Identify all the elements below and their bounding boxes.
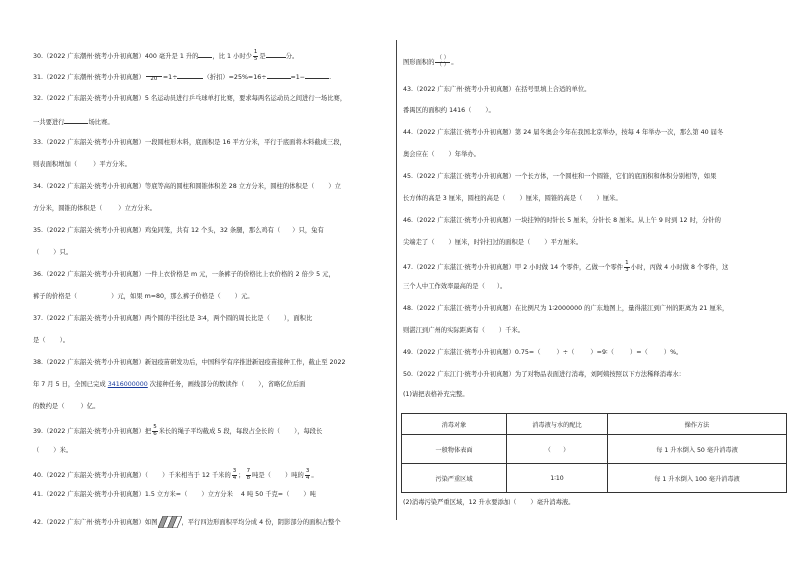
question-46: 46.（2022 广东湛江·统考小升初真题）一块挂钟的时针长 5 厘米，分针长 8 厘米。从上午 9 时到 12 时，分针的 [403, 217, 721, 224]
question-38-line2: 年 7 月 5 日，全国已完成 3416000000 次接种任务，画线部分的数读作（ ），省略亿位后面 [33, 381, 306, 388]
question-37: 37.（2022 广东韶关·统考小升初真题）两个圆的半径比是 3∶4，两个圆的周长比是（ ），面积比 [33, 315, 313, 322]
question-49: 49.（2022 广东湛江·统考小升初真题）0.75=（ ）÷（ ）=9∶（ ）=（ ）%。 [403, 349, 683, 356]
column-divider [396, 40, 397, 520]
question-50-part1: (1)请把表格补充完整。 [403, 391, 469, 398]
question-45: 45.（2022 广东湛江·统考小升初真题）一个长方体，一个圆柱和一个圆锥，它们的底面积和体积分别相等，如果 [403, 173, 717, 180]
fraction: $\frac{7}{8}$ [246, 468, 251, 481]
table-cell-answer[interactable]: （ ） [507, 435, 608, 464]
question-38-line3: 的数约是（ ）亿。 [33, 403, 100, 410]
answer-blank[interactable] [266, 51, 286, 58]
left-column [0, 0, 395, 562]
question-36-line2: 裤子的价格是（ ）元，如果 m=80，那么裤子价格是（ ）元。 [33, 293, 254, 300]
question-44-line2: 奥会应在（ ）年举办。 [403, 151, 480, 158]
question-43-line2: 番禺区的面积约 1416（ ）。 [403, 107, 495, 114]
question-40: 40.（2022 广东韶关·统考小升初真题）（ ）千米相当于 12 千米的 $\frac{3}{4}$ ； $\frac{7}{8}$ 吨是（ ）吨的 $\frac{3}{4}$ 。 [33, 468, 318, 481]
right-column [399, 0, 794, 562]
question-33: 33.（2022 广东韶关·统考小升初真题）一段圆柱形木料，底面积是 16 平方分米，平行于底面将木料截成三段， [33, 139, 346, 146]
question-37-line2: 是（ ）。 [33, 337, 70, 344]
question-34-line2: 方分米，圆锥的体积是（ ）立方分米。 [33, 205, 157, 212]
question-42-continued: 图形面积的 $\frac{( )}{( )}$ 。 [403, 55, 458, 68]
question-50-part2: (2)消毒污染严重区域，12 升水要添加（ ）毫升消毒液。 [403, 499, 575, 506]
answer-blank[interactable] [267, 72, 291, 79]
table-cell: 每 1 升水倒入 100 毫升消毒液 [608, 464, 787, 493]
question-38: 38.（2022 广东韶关·统考小升初真题）新冠疫苗研发功后，中国科学有序推进新冠疫苗接种工作，截止至 2022 [33, 359, 346, 366]
question-30: 30.（2022 广东潮州·统考小升初真题）400 毫升是 1 升的 ，比 1 小时少 $\frac{1}{5}$ 是 分。 [33, 49, 299, 62]
table-cell: 污染严重区域 [402, 464, 507, 493]
answer-blank[interactable] [305, 72, 329, 79]
question-45-line2: 长方体的高是 3 厘米，圆柱的高是（ ）厘米，圆锥的高是（ ）厘米。 [403, 195, 622, 202]
question-48: 48.（2022 广东湛江·统考小升初真题）在比例尺为 1∶2000000 的广东地图上，量得湛江到广州的距离为 21 厘米， [403, 305, 729, 312]
table-row [402, 464, 787, 493]
question-50: 50.（2022 广东江门·统考小升初真题）为了对物品表面进行消毒，刘阿姨按照以下方法稀释消毒水： [403, 371, 685, 378]
table-cell: 每 1 升水倒入 50 毫升消毒液 [608, 435, 787, 464]
question-35-line2: （ ）只。 [33, 249, 73, 256]
question-32: 32.（2022 广东韶关·统考小升初真题）5 名运动员进行乒乓球单打比赛，要求每两名运动员之间进行一场比赛， [33, 95, 347, 102]
fraction: $\frac{1}{5}$ [253, 49, 258, 62]
disinfectant-table [401, 413, 787, 493]
question-41: 41.（2022 广东韶关·统考小升初真题）1.5 立方米=（ ）立方分米 4 吨 50 千克=（ ）吨 [33, 491, 316, 498]
table-cell: 一般物体表面 [402, 435, 507, 464]
question-47-line2: 三个人中工作效率最高的是（ ）。 [403, 283, 507, 290]
question-43: 43.（2022 广东广州·统考小升初真题）在括号里填上合适的单位。 [403, 86, 591, 93]
parallelogram-figure [158, 516, 182, 528]
fraction: 20 [146, 71, 162, 83]
question-34: 34.（2022 广东韶关·统考小升初真题）等底等高的圆柱和圆锥体积差 28 立方分米，圆柱的体积是（ ）立 [33, 183, 341, 190]
answer-blank[interactable] [177, 72, 203, 79]
question-39: 39.（2022 广东韶关·统考小升初真题）把 $\frac{5}{6}$ 米长的绳子平均截成 5 段，每段占全长的（ ），每段长 [33, 424, 323, 437]
fraction: $\frac{3}{4}$ [305, 468, 310, 481]
question-47: 47.（2022 广东湛江·统考小升初真题）甲 2 小时做 14 个零件，乙做一个零件 $\frac{1}{3}$ 小时，丙做 4 小时做 8 个零件，这 [403, 260, 729, 273]
table-header-cell: 操作方法 [608, 414, 787, 435]
fraction: $\frac{1}{3}$ [625, 260, 629, 273]
question-48-line2: 则湛江到广州的实际距离有（ ）千米。 [403, 327, 525, 334]
underlined-number: 3416000000 [107, 381, 148, 388]
table-cell: 1∶10 [507, 464, 608, 493]
question-36: 36.（2022 广东韶关·统考小升初真题）一件上衣价格是 m 元，一条裤子的价格比上衣价格的 2 倍少 5 元， [33, 271, 335, 278]
fraction: $\frac{5}{6}$ [153, 424, 157, 437]
question-46-line2: 尖端走了（ ）厘米，时针扫过的面积是（ ）平方厘米。 [403, 239, 583, 246]
question-44: 44.（2022 广东湛江·统考小升初真题）第 24 届冬奥会今年在我国北京举办，按每 4 年举办一次，那么第 40 届冬 [403, 129, 724, 136]
answer-fraction[interactable]: $\frac{( )}{( )}$ [436, 55, 450, 68]
fraction: $\frac{3}{4}$ [232, 468, 237, 481]
answer-blank[interactable] [198, 51, 212, 58]
table-header-cell: 消毒液与水的配比 [507, 414, 608, 435]
table-header-cell: 消毒对象 [402, 414, 507, 435]
table-header-row [402, 414, 787, 435]
question-32-line2: 一共要进行 场比赛。 [33, 119, 114, 126]
question-42: 42.（2022 广东广州·统考小升初真题）如图 ，平行四边形面积平均分成 4 份，阴影部分的面积占整个 [33, 516, 341, 528]
question-31: 31.（2022 广东潮州·统考小升初真题） 20 =1÷ （折扣）=25%=16÷ =1− . [33, 71, 331, 83]
question-39-line2: （ ）米。 [33, 447, 73, 454]
question-33-line2: 则表面积增加（ ）平方分米。 [33, 161, 131, 168]
table-row [402, 435, 787, 464]
answer-blank[interactable] [64, 117, 88, 124]
question-35: 35.（2022 广东韶关·统考小升初真题）鸡兔同笼，共有 12 个头，32 条腿，那么鸡有（ ）只，兔有 [33, 227, 324, 234]
